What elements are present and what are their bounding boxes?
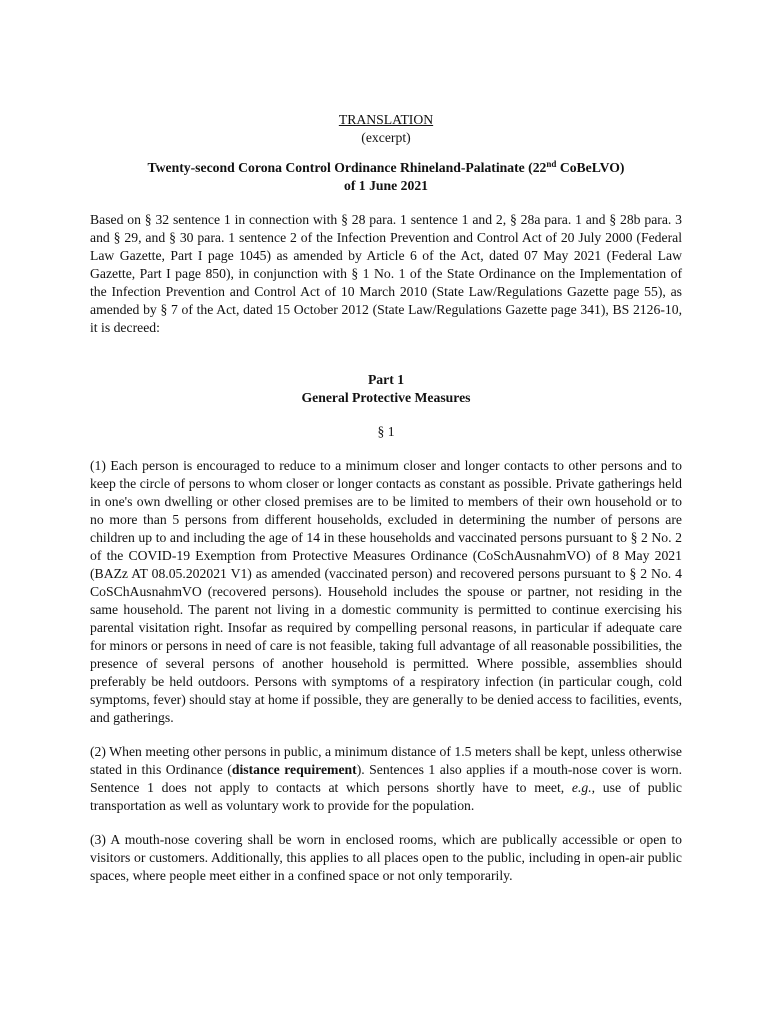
ordinance-title xyxy=(90,159,682,195)
preamble-paragraph: Based on § 32 sentence 1 in connection with § 28 para. 1 sentence 1 and 2, § 28a para. 1 and § 28b para. 3 and § 29, and § 30 para. 1 sentence 2 of the Infection Prevention and Control Act of 20 July 2000 (Federal Law Gazette, Part I page 1045) as amended by Article 6 of the Act, dated 07 May 2021 (Federal Law Gazette, Part I page 850), in conjunction with § 1 No. 1 of the State Ordinance on the Implementation of the Infection Prevention and Control Act of 10 March 2010 (State Law/Regulations Gazette page 55), as amended by § 7 of the Act, dated 15 October 2012 (State Law/Regulations Gazette page 341), BS 2126-10, it is decreed: xyxy=(90,212,682,335)
part-number: Part 1 xyxy=(367,372,405,387)
excerpt-label: (excerpt) xyxy=(361,130,411,145)
paragraph-2: (2) When meeting other persons in public, a minimum distance of 1.5 meters shall be kept, unless otherwise stated in this Ordinance (distance requirement). Sentences 1 also applies if a mouth-nose cover is worn. Sentence 1 does not apply to contacts at which persons shortly have to meet, e.g., use of public transportation as well as voluntary work to provide for the population. xyxy=(90,744,682,813)
part-heading xyxy=(90,371,682,407)
distance-requirement-term: distance requirement xyxy=(231,762,357,777)
document-header xyxy=(90,111,682,147)
eg-abbreviation: e.g. xyxy=(571,780,592,795)
title-line-2: of 1 June 2021 xyxy=(343,178,429,193)
section-heading: § 1 xyxy=(377,424,395,439)
title-line-1: Twenty-second Corona Control Ordinance Rhineland-Palatinate (22nd CoBeLVO) xyxy=(147,159,625,175)
paragraph-3: (3) A mouth-nose covering shall be worn in enclosed rooms, which are publically accessible or open to visitors or customers. Additionally, this applies to all places open to the public, including in open-air public spaces, where people meet either in a confined space or not only temporarily. xyxy=(90,832,682,883)
document-body xyxy=(90,111,682,885)
translation-label: TRANSLATION xyxy=(338,112,434,127)
part-title: General Protective Measures xyxy=(301,390,471,405)
title-superscript: nd xyxy=(546,159,557,169)
paragraph-1: (1) Each person is encouraged to reduce to a minimum closer and longer contacts to other persons and to keep the circle of persons to whom closer or longer contacts as constant as possible. Private gatherings held in one's own dwelling or other closed premises are to be limited to members of their own household or to no more than 5 persons from different households, excluded in determining the number of persons are children up to and including the age of 14 in these households and vaccinated persons pursuant to § 2 No. 2 of the COVID-19 Exemption from Protective Measures Ordinance (CoSchAusnahmVO) of 8 May 2021 (BAZz AT 08.05.202021 V1) as amended (vaccinated person) and recovered persons pursuant to § 2 No. 4 CoSChAusnahmVO (recovered persons). Household includes the spouse or partner, not residing in the same household. The parent not living in a domestic community is permitted to continue exercising his parental visitation right. Insofar as required by compelling personal reasons, in particular if adequate care for minors or persons in need of care is not feasible, taking full advantage of all reasonable possibilities, the presence of several persons of another household is permitted. Where possible, assemblies should preferably be held outdoors. Persons with symptoms of a respiratory infection (in particular cough, cold symptoms, fever) should stay at home if possible, they are generally to be denied access to facilities, events, and gatherings. xyxy=(90,458,682,725)
